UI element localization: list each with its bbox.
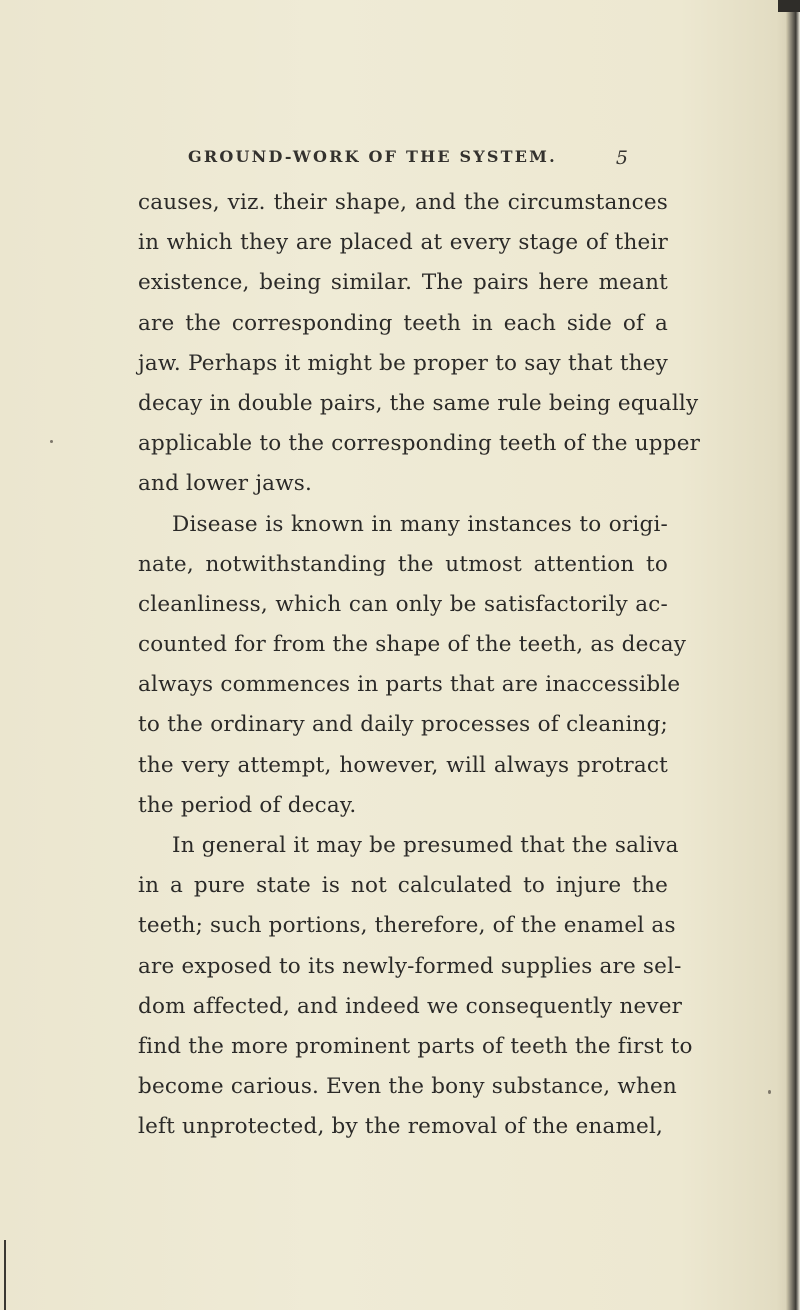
- page-number: 5: [615, 147, 628, 169]
- text-line: are the corresponding teeth in each side of a: [138, 310, 668, 336]
- text-line: the very attempt, however, will always protract: [138, 752, 668, 778]
- page-corner-mark: [778, 0, 800, 12]
- text-line: counted for from the shape of the teeth, as decay: [138, 632, 687, 658]
- text-line: applicable to the corresponding teeth of the upper: [138, 431, 701, 457]
- text-line: left unprotected, by the removal of the enamel,: [138, 1114, 664, 1140]
- text-line: existence, being similar. The pairs here meant: [138, 270, 668, 296]
- text-line: in which they are placed at every stage of their: [138, 230, 668, 256]
- text-line: the period of decay.: [138, 792, 357, 818]
- paragraph-start-line: Disease is known in many instances to origi-: [172, 511, 668, 537]
- text-line: in a pure state is not calculated to injure the: [138, 873, 668, 899]
- text-line: decay in double pairs, the same rule being equally: [138, 390, 699, 416]
- text-line: always commences in parts that are inaccessible: [138, 672, 681, 698]
- text-line: cleanliness, which can only be satisfactorily ac-: [138, 591, 668, 617]
- text-line: find the more prominent parts of teeth the first to: [138, 1033, 693, 1059]
- body-text: [138, 183, 701, 1148]
- paper-speck: [768, 1090, 771, 1094]
- running-title: GROUND-WORK OF THE SYSTEM.: [188, 147, 557, 166]
- paper-speck: [50, 440, 53, 443]
- text-line: to the ordinary and daily processes of cleaning;: [138, 712, 668, 738]
- text-line: jaw. Perhaps it might be proper to say that they: [138, 350, 668, 376]
- running-header: [188, 147, 628, 171]
- text-line: and lower jaws.: [138, 471, 313, 497]
- text-line: causes, viz. their shape, and the circumstances: [138, 190, 668, 215]
- text-line: nate, notwithstanding the utmost attention to: [138, 551, 668, 577]
- text-line: are exposed to its newly-formed supplies are sel-: [138, 953, 682, 979]
- text-line: dom affected, and indeed we consequently never: [138, 993, 683, 1019]
- text-line: become carious. Even the bony substance, when: [138, 1074, 677, 1100]
- page-edge-shadow: [786, 0, 800, 1310]
- paragraph-start-line: In general it may be presumed that the saliva: [172, 833, 679, 858]
- binding-mark: [4, 1240, 6, 1310]
- text-line: teeth; such portions, therefore, of the enamel as: [138, 913, 676, 939]
